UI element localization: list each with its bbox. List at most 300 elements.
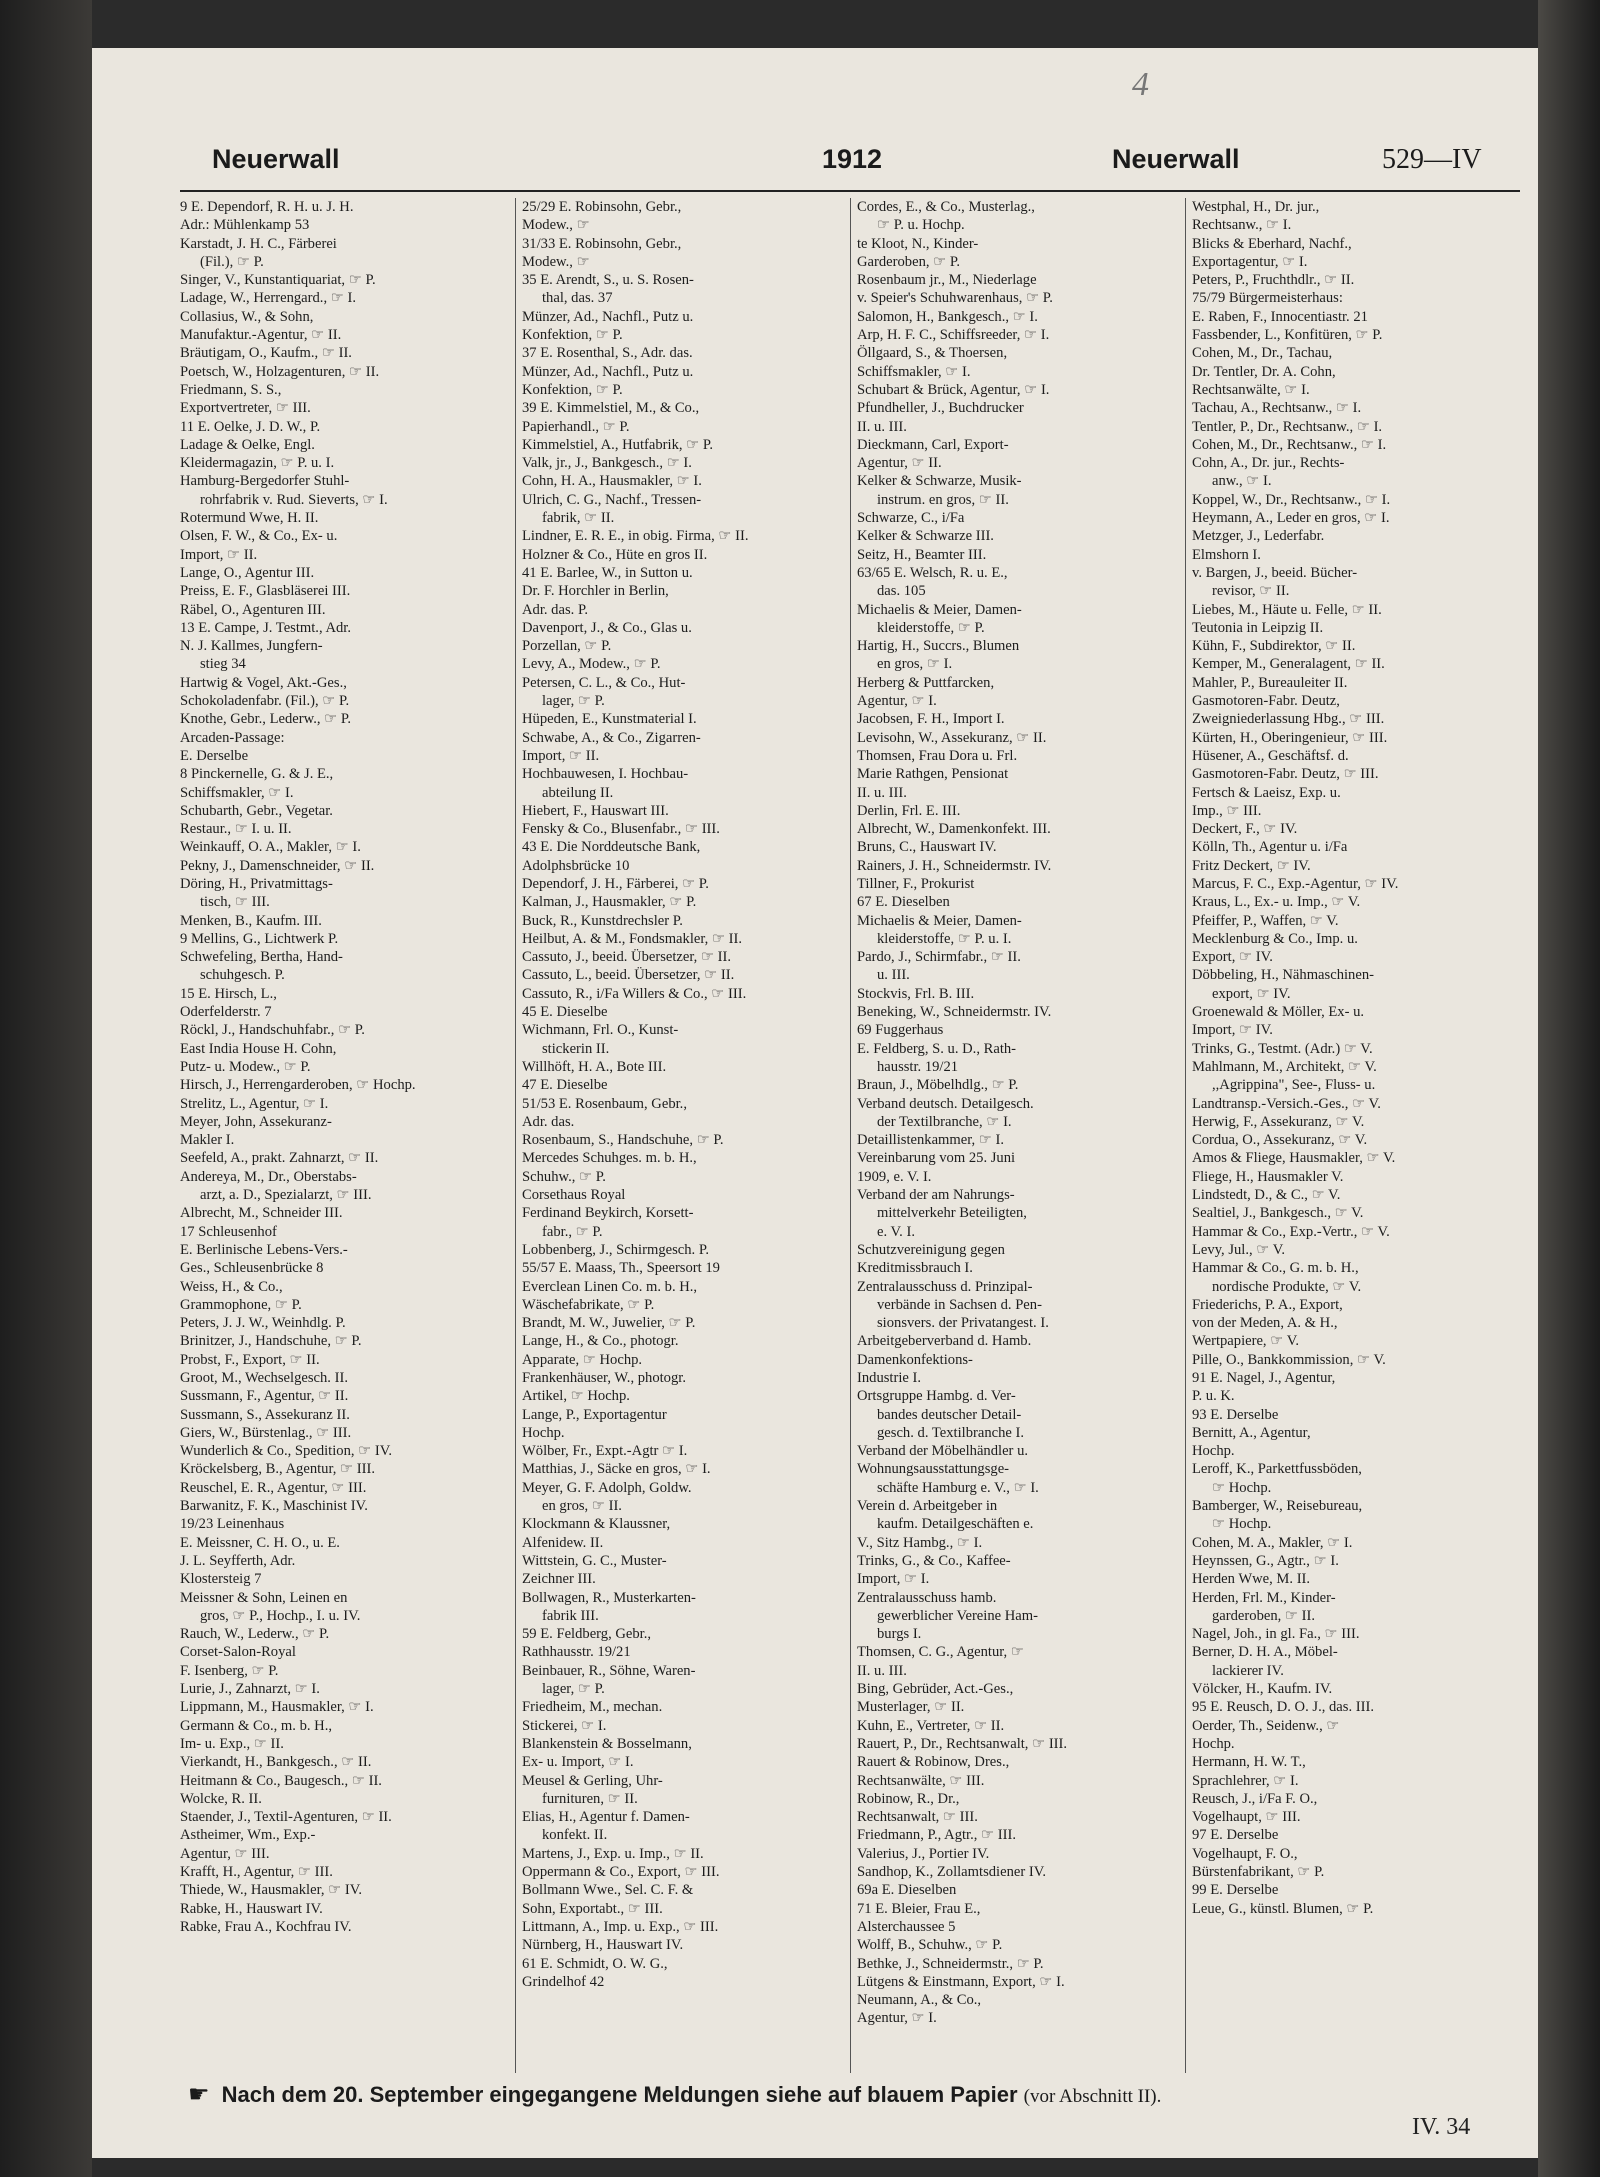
directory-line: fabrik, ☞ II. bbox=[542, 510, 615, 527]
directory-line: Öllgaard, S., & Thoersen, bbox=[857, 345, 1008, 362]
directory-line: Metzger, J., Lederfabr. bbox=[1192, 528, 1325, 545]
directory-line: Adolphsbrücke 10 bbox=[522, 857, 630, 874]
directory-line: Elmshorn I. bbox=[1192, 546, 1261, 563]
directory-line: Lindner, E. R. E., in obig. Firma, ☞ II. bbox=[522, 528, 749, 545]
header-year: 1912 bbox=[822, 144, 883, 174]
directory-line: Rainers, J. H., Schneidermstr. IV. bbox=[857, 857, 1052, 874]
directory-line: Heitmann & Co., Baugesch., ☞ II. bbox=[180, 1772, 382, 1789]
directory-line: Arp, H. F. C., Schiffsreeder, ☞ I. bbox=[857, 327, 1050, 344]
directory-line: mittelverkehr Beteiligten, bbox=[877, 1205, 1027, 1222]
pointing-hand-icon: ☛ bbox=[188, 2081, 210, 2108]
directory-line: ☞ Hochp. bbox=[1212, 1516, 1272, 1533]
directory-line: E. Derselbe bbox=[180, 747, 249, 764]
directory-line: Koppel, W., Dr., Rechtsanw., ☞ I. bbox=[1192, 491, 1391, 508]
directory-line: 17 Schleusenhof bbox=[180, 1223, 277, 1240]
directory-line: Meusel & Gerling, Uhr- bbox=[522, 1772, 663, 1789]
directory-line: Zentralausschuss d. Prinzipal- bbox=[857, 1278, 1033, 1295]
directory-line: Lütgens & Einstmann, Export, ☞ I. bbox=[857, 1973, 1065, 1990]
directory-line: Agentur, ☞ I. bbox=[857, 2010, 937, 2027]
directory-line: Tillner, F., Prokurist bbox=[857, 875, 975, 892]
directory-line: N. J. Kallmes, Jungfern- bbox=[180, 638, 323, 655]
directory-line: Teutonia in Leipzig II. bbox=[1192, 619, 1324, 636]
directory-line: Stickerei, ☞ I. bbox=[522, 1717, 607, 1734]
directory-line: Völcker, H., Kaufm. IV. bbox=[1192, 1681, 1333, 1698]
directory-line: Preiss, E. F., Glasbläserei III. bbox=[180, 583, 351, 600]
directory-line: Elias, H., Agentur f. Damen- bbox=[522, 1809, 690, 1826]
directory-line: gros, ☞ P., Hochp., I. u. IV. bbox=[200, 1607, 361, 1624]
directory-line: Groenewald & Möller, Ex- u. bbox=[1192, 1004, 1365, 1021]
directory-line: Räbel, O., Agenturen III. bbox=[180, 601, 326, 618]
directory-line: 25/29 E. Robinsohn, Gebr., bbox=[522, 199, 682, 215]
directory-line: Konfektion, ☞ P. bbox=[522, 381, 623, 398]
directory-line: Vogelhaupt, F. O., bbox=[1192, 1845, 1298, 1862]
directory-line: Rauert & Robinow, Dres., bbox=[857, 1754, 1010, 1771]
directory-line: Schwefeling, Bertha, Hand- bbox=[180, 949, 343, 966]
directory-line: Weiss, H., & Co., bbox=[180, 1278, 283, 1295]
directory-line: Ex- u. Import, ☞ I. bbox=[522, 1754, 634, 1771]
directory-line: 63/65 E. Welsch, R. u. E., bbox=[857, 564, 1008, 581]
directory-line: Schwabe, A., & Co., Zigarren- bbox=[522, 729, 701, 746]
directory-line: Dr. Tentler, Dr. A. Cohn, bbox=[1192, 363, 1336, 380]
directory-line: Weinkauff, O. A., Makler, ☞ I. bbox=[180, 839, 361, 856]
directory-line: II. u. III. bbox=[857, 784, 907, 801]
directory-line: Cassuto, L., beeid. Übersetzer, ☞ II. bbox=[522, 967, 735, 984]
directory-line: Pfeiffer, P., Waffen, ☞ V. bbox=[1192, 912, 1339, 929]
directory-line: Arcaden-Passage: bbox=[180, 729, 285, 746]
directory-line: Industrie I. bbox=[857, 1370, 922, 1386]
directory-line: Rabke, Frau A., Kochfrau IV. bbox=[180, 1918, 352, 1935]
directory-line: Fritz Deckert, ☞ IV. bbox=[1192, 857, 1311, 874]
directory-line: Lobbenberg, J., Schirmgesch. P. bbox=[522, 1241, 709, 1258]
directory-line: Wertpapiere, ☞ V. bbox=[1192, 1333, 1300, 1350]
directory-line: Kelker & Schwarze, Musik- bbox=[857, 473, 1022, 490]
directory-line: Dr. F. Horchler in Berlin, bbox=[522, 583, 669, 600]
directory-line: Kuhn, E., Vertreter, ☞ II. bbox=[857, 1717, 1005, 1734]
directory-line: 35 E. Arendt, S., u. S. Rosen- bbox=[522, 272, 694, 289]
directory-line: Levy, A., Modew., ☞ P. bbox=[522, 656, 661, 673]
directory-line: Pardo, J., Schirmfabr., ☞ II. bbox=[857, 949, 1021, 966]
directory-line: Dependorf, J. H., Färberei, ☞ P. bbox=[522, 875, 709, 892]
directory-line: Bürstenfabrikant, ☞ P. bbox=[1192, 1864, 1325, 1881]
directory-line: Cassuto, J., beeid. Übersetzer, ☞ II. bbox=[522, 949, 732, 966]
directory-page bbox=[92, 48, 1538, 2158]
directory-line: Meyer, John, Assekuranz- bbox=[180, 1113, 332, 1130]
directory-line: Röckl, J., Handschuhfabr., ☞ P. bbox=[180, 1022, 365, 1039]
directory-line: Grammophone, ☞ P. bbox=[180, 1296, 302, 1313]
directory-line: revisor, ☞ II. bbox=[1212, 583, 1290, 600]
directory-line: Sussmann, F., Agentur, ☞ II. bbox=[180, 1388, 349, 1405]
directory-line: Landtransp.-Versich.-Ges., ☞ V. bbox=[1192, 1095, 1381, 1112]
directory-line: Kemper, M., Generalagent, ☞ II. bbox=[1192, 656, 1385, 673]
directory-line: u. III. bbox=[877, 967, 910, 984]
directory-line: Export, ☞ IV. bbox=[1192, 949, 1273, 966]
directory-line: Oppermann & Co., Export, ☞ III. bbox=[522, 1864, 720, 1881]
directory-line: Krafft, H., Agentur, ☞ III. bbox=[180, 1864, 333, 1881]
footer-note: (vor Abschnitt II). bbox=[1023, 2086, 1162, 2107]
directory-line: Vierkandt, H., Bankgesch., ☞ II. bbox=[180, 1754, 372, 1771]
directory-line: Hiebert, F., Hauswart III. bbox=[522, 802, 669, 819]
directory-line: Beneking, W., Schneidermstr. IV. bbox=[857, 1004, 1052, 1021]
directory-line: Knothe, Gebr., Lederw., ☞ P. bbox=[180, 711, 352, 728]
directory-line: Lindstedt, D., & C., ☞ V. bbox=[1192, 1187, 1341, 1204]
directory-line: II. u. III. bbox=[857, 418, 907, 435]
directory-line: Cohen, M. A., Makler, ☞ I. bbox=[1192, 1534, 1353, 1551]
directory-line: Rathhausstr. 19/21 bbox=[522, 1644, 631, 1661]
directory-line: (Fil.), ☞ P. bbox=[200, 253, 264, 270]
directory-line: 67 E. Dieselben bbox=[857, 894, 950, 911]
directory-line: Bollwagen, R., Musterkarten- bbox=[522, 1589, 696, 1606]
directory-line: Poetsch, W., Holzagenturen, ☞ II. bbox=[180, 363, 380, 380]
directory-line: Friedheim, M., mechan. bbox=[522, 1699, 663, 1716]
directory-line: Karstadt, J. H. C., Färberei bbox=[180, 235, 337, 252]
directory-line: East India House H. Cohn, bbox=[180, 1040, 337, 1057]
directory-line: garderoben, ☞ II. bbox=[1212, 1607, 1316, 1624]
directory-line: Klockmann & Klaussner, bbox=[522, 1516, 671, 1533]
directory-line: Verband deutsch. Detailgesch. bbox=[857, 1095, 1034, 1112]
directory-line: e. V. I. bbox=[877, 1223, 915, 1240]
directory-line: Cohn, H. A., Hausmakler, ☞ I. bbox=[522, 473, 702, 490]
directory-line: 69a E. Dieselben bbox=[857, 1882, 957, 1899]
directory-line: Blankenstein & Bosselmann, bbox=[522, 1735, 692, 1752]
directory-line: 1909, e. V. I. bbox=[857, 1168, 932, 1185]
directory-line: Oerder, Th., Seidenw., ☞ bbox=[1192, 1717, 1340, 1734]
directory-line: Valk, jr., J., Bankgesch., ☞ I. bbox=[522, 455, 692, 472]
directory-line: 8 Pinckernelle, G. & J. E., bbox=[180, 766, 334, 783]
directory-line: Jacobsen, F. H., Import I. bbox=[857, 711, 1005, 728]
directory-line: Detaillistenkammer, ☞ I. bbox=[857, 1132, 1005, 1149]
directory-line: Hochp. bbox=[1192, 1735, 1235, 1752]
directory-line: gesch. d. Textilbranche I. bbox=[877, 1424, 1025, 1441]
directory-line: Neumann, A., & Co., bbox=[857, 1992, 982, 2009]
directory-line: en gros, ☞ II. bbox=[542, 1498, 622, 1515]
directory-line: Frankenhäuser, W., photogr. bbox=[522, 1370, 686, 1386]
directory-line: Hartig, H., Succrs., Blumen bbox=[857, 638, 1020, 655]
directory-line: Brinitzer, J., Handschuhe, ☞ P. bbox=[180, 1333, 362, 1350]
directory-line: Berner, D. H. A., Möbel- bbox=[1192, 1644, 1338, 1661]
directory-line: Herwig, F., Assekuranz, ☞ V. bbox=[1192, 1113, 1365, 1130]
directory-line: Verein d. Arbeitgeber in bbox=[857, 1498, 998, 1515]
directory-line: Matthias, J., Säcke en gros, ☞ I. bbox=[522, 1461, 711, 1478]
directory-line: Agentur, ☞ III. bbox=[180, 1845, 270, 1862]
directory-line: fabr., ☞ P. bbox=[542, 1223, 603, 1240]
directory-line: Collasius, W., & Sohn, bbox=[180, 308, 314, 325]
directory-line: Willhöft, H. A., Bote III. bbox=[522, 1058, 667, 1075]
directory-line: Exportagentur, ☞ I. bbox=[1192, 253, 1308, 270]
directory-line: 37 E. Rosenthal, S., Adr. das. bbox=[522, 345, 693, 362]
directory-line: Alsterchaussee 5 bbox=[857, 1918, 956, 1935]
directory-line: 75/79 Bürgermeisterhaus: bbox=[1192, 290, 1343, 307]
directory-line: anw., ☞ I. bbox=[1212, 473, 1272, 490]
directory-line: Schubarth, Gebr., Vegetar. bbox=[180, 802, 333, 819]
directory-line: arzt, a. D., Spezialarzt, ☞ III. bbox=[200, 1187, 372, 1204]
directory-line: Schutzvereinigung gegen bbox=[857, 1241, 1005, 1258]
directory-line: Gasmotoren-Fabr. Deutz, bbox=[1192, 693, 1340, 710]
directory-line: burgs I. bbox=[877, 1626, 922, 1643]
directory-line: ☞ P. u. Hochp. bbox=[877, 217, 965, 234]
directory-line: Kraus, L., Ex.- u. Imp., ☞ V. bbox=[1192, 894, 1361, 911]
directory-line: Holzner & Co., Hüte en gros II. bbox=[522, 546, 708, 563]
directory-line: Hermann, H. W. T., bbox=[1192, 1754, 1306, 1771]
directory-line: Sealtiel, J., Bankgesch., ☞ V. bbox=[1192, 1205, 1364, 1222]
directory-line: Peters, P., Fruchthdlr., ☞ II. bbox=[1192, 272, 1355, 289]
directory-line: 13 E. Campe, J. Testmt., Adr. bbox=[180, 619, 351, 636]
directory-line: Rabke, H., Hauswart IV. bbox=[180, 1900, 323, 1917]
directory-line: Ges., Schleusenbrücke 8 bbox=[180, 1260, 324, 1277]
directory-line: kleiderstoffe, ☞ P. bbox=[877, 619, 985, 636]
directory-line: Schubart & Brück, Agentur, ☞ I. bbox=[857, 381, 1050, 398]
directory-line: instrum. en gros, ☞ II. bbox=[877, 491, 1009, 508]
directory-line: Ferdinand Beykirch, Korsett- bbox=[522, 1205, 694, 1222]
directory-line: 43 E. Die Norddeutsche Bank, bbox=[522, 839, 701, 856]
directory-line: Kühn, F., Subdirektor, ☞ II. bbox=[1192, 638, 1356, 655]
directory-line: Adr.: Mühlenkamp 53 bbox=[180, 217, 310, 234]
directory-line: Giers, W., Bürstenlag., ☞ III. bbox=[180, 1424, 352, 1441]
directory-line: en gros, ☞ I. bbox=[877, 656, 953, 673]
directory-line: Heynssen, G., Agtr., ☞ I. bbox=[1192, 1552, 1339, 1569]
directory-line: Hirsch, J., Herrengarderoben, ☞ Hochp. bbox=[180, 1077, 416, 1094]
directory-line: Bing, Gebrüder, Act.-Ges., bbox=[857, 1681, 1014, 1698]
directory-line: Trinks, G., Testmt. (Adr.) ☞ V. bbox=[1192, 1040, 1373, 1057]
directory-line: Menken, B., Kaufm. III. bbox=[180, 912, 322, 929]
directory-line: Verband der Möbelhändler u. bbox=[857, 1443, 1029, 1460]
directory-line: 47 E. Dieselbe bbox=[522, 1077, 608, 1094]
directory-line: Kröckelsberg, B., Agentur, ☞ III. bbox=[180, 1461, 376, 1478]
directory-line: Groot, M., Wechselgesch. II. bbox=[180, 1370, 348, 1386]
directory-line: Putz- u. Modew., ☞ P. bbox=[180, 1058, 311, 1075]
directory-line: Rosenbaum jr., M., Niederlage bbox=[857, 272, 1037, 289]
directory-line: 9 E. Dependorf, R. H. u. J. H. bbox=[180, 199, 354, 215]
footer-main-text: Nach dem 20. September eingegangene Meldungen siehe auf blauem Papier bbox=[221, 2082, 1018, 2107]
directory-columns bbox=[180, 198, 1520, 2073]
directory-line: der Textilbranche, ☞ I. bbox=[877, 1113, 1012, 1130]
directory-line: Alfenidew. II. bbox=[522, 1534, 604, 1551]
directory-line: Reusch, J., i/Fa F. O., bbox=[1192, 1790, 1318, 1807]
directory-line: Olsen, F. W., & Co., Ex- u. bbox=[180, 528, 338, 545]
directory-line: Schiffsmakler, ☞ I. bbox=[857, 363, 971, 380]
directory-line: Wölber, Fr., Expt.-Agtr ☞ I. bbox=[522, 1443, 688, 1460]
directory-line: 31/33 E. Robinsohn, Gebr., bbox=[522, 235, 682, 252]
directory-line: 99 E. Derselbe bbox=[1192, 1882, 1279, 1899]
directory-line: Cohn, A., Dr. jur., Rechts- bbox=[1192, 455, 1345, 472]
directory-line: Schiffsmakler, ☞ I. bbox=[180, 784, 294, 801]
directory-line: Ulrich, C. G., Nachf., Tressen- bbox=[522, 491, 702, 508]
directory-line: Kürten, H., Oberingenieur, ☞ III. bbox=[1192, 729, 1388, 746]
directory-line: Manufaktur.-Agentur, ☞ II. bbox=[180, 327, 342, 344]
directory-line: Deckert, F., ☞ IV. bbox=[1192, 821, 1298, 838]
book-binding bbox=[0, 0, 92, 2177]
page-edge bbox=[1538, 0, 1600, 2177]
directory-line: Hartwig & Vogel, Akt.-Ges., bbox=[180, 674, 347, 691]
directory-line: 15 E. Hirsch, L., bbox=[180, 985, 277, 1002]
directory-line: thal, das. 37 bbox=[542, 290, 613, 307]
directory-line: 59 E. Feldberg, Gebr., bbox=[522, 1626, 652, 1643]
directory-line: Ortsgruppe Hambg. d. Ver- bbox=[857, 1388, 1016, 1405]
directory-line: Sohn, Exportabt., ☞ III. bbox=[522, 1900, 663, 1917]
directory-line: Staender, J., Textil-Agenturen, ☞ II. bbox=[180, 1809, 392, 1826]
directory-line: Rosenbaum, S., Handschuhe, ☞ P. bbox=[522, 1132, 724, 1149]
directory-line: Peters, J. J. W., Weinhdlg. P. bbox=[180, 1315, 346, 1332]
directory-line: Lange, O., Agentur III. bbox=[180, 564, 315, 581]
directory-line: Schuhw., ☞ P. bbox=[522, 1168, 606, 1185]
directory-line: Albrecht, M., Schneider III. bbox=[180, 1205, 343, 1222]
directory-line: E. Meissner, C. H. O., u. E. bbox=[180, 1534, 340, 1551]
directory-line: Münzer, Ad., Nachfl., Putz u. bbox=[522, 308, 694, 325]
directory-line: Rechtsanwälte, ☞ I. bbox=[1192, 381, 1310, 398]
directory-line: Meissner & Sohn, Leinen en bbox=[180, 1589, 348, 1606]
directory-line: Fertsch & Laeisz, Exp. u. bbox=[1192, 784, 1341, 801]
directory-line: 9 Mellins, G., Lichtwerk P. bbox=[180, 930, 339, 947]
header-page-number: 529—IV bbox=[1382, 144, 1482, 175]
directory-line: Trinks, G., & Co., Kaffee- bbox=[857, 1552, 1011, 1569]
directory-line: Modew., ☞ bbox=[522, 217, 590, 234]
directory-line: Meyer, G. F. Adolph, Goldw. bbox=[522, 1479, 692, 1496]
directory-line: verbände in Sachsen d. Pen- bbox=[877, 1296, 1042, 1313]
directory-line: bandes deutscher Detail- bbox=[877, 1406, 1022, 1423]
directory-line: 95 E. Reusch, D. O. J., das. III. bbox=[1192, 1699, 1374, 1716]
directory-line: Brandt, M. W., Juwelier, ☞ P. bbox=[522, 1315, 696, 1332]
directory-line: Amos & Fliege, Hausmakler, ☞ V. bbox=[1192, 1150, 1396, 1167]
directory-line: Hochbauwesen, I. Hochbau- bbox=[522, 766, 689, 783]
directory-line: 39 E. Kimmelstiel, M., & Co., bbox=[522, 400, 700, 417]
directory-line: stickerin II. bbox=[542, 1040, 610, 1057]
directory-line: Rotermund Wwe, H. II. bbox=[180, 510, 319, 527]
directory-line: Hüsener, A., Geschäftsf. d. bbox=[1192, 747, 1349, 764]
directory-line: Nürnberg, H., Hauswart IV. bbox=[522, 1937, 684, 1954]
directory-line: Ladage, W., Herrengard., ☞ I. bbox=[180, 290, 356, 307]
directory-line: Lange, H., & Co., photogr. bbox=[522, 1333, 679, 1350]
directory-line: Garderoben, ☞ P. bbox=[857, 253, 961, 270]
directory-line: Musterlager, ☞ II. bbox=[857, 1699, 965, 1716]
directory-line: Marcus, F. C., Exp.-Agentur, ☞ IV. bbox=[1192, 875, 1399, 892]
directory-line: Lippmann, M., Hausmakler, ☞ I. bbox=[180, 1699, 374, 1716]
directory-line: Bräutigam, O., Kaufm., ☞ II. bbox=[180, 345, 352, 362]
directory-line: stieg 34 bbox=[200, 656, 246, 673]
directory-line: Import, ☞ II. bbox=[522, 747, 600, 764]
directory-line: Martens, J., Exp. u. Imp., ☞ II. bbox=[522, 1845, 704, 1862]
directory-line: Germann & Co., m. b. H., bbox=[180, 1717, 333, 1734]
directory-line: Hochp. bbox=[522, 1424, 565, 1441]
directory-line: Thomsen, C. G., Agentur, ☞ bbox=[857, 1644, 1024, 1661]
directory-line: J. L. Seyfferth, Adr. bbox=[180, 1552, 296, 1569]
directory-line: Modew., ☞ bbox=[522, 253, 590, 270]
directory-line: Kalman, J., Hausmakler, ☞ P. bbox=[522, 894, 697, 911]
directory-line: hausstr. 19/21 bbox=[877, 1058, 959, 1075]
directory-line: Gasmotoren-Fabr. Deutz, ☞ III. bbox=[1192, 766, 1379, 783]
directory-line: 93 E. Derselbe bbox=[1192, 1406, 1279, 1423]
footer-notice bbox=[188, 2080, 1518, 2116]
directory-line: Salomon, H., Bankgesch., ☞ I. bbox=[857, 308, 1038, 325]
directory-line: Vogelhaupt, ☞ III. bbox=[1192, 1809, 1301, 1826]
directory-line: Import, ☞ I. bbox=[857, 1571, 930, 1588]
directory-line: Nagel, Joh., in gl. Fa., ☞ III. bbox=[1192, 1626, 1360, 1643]
directory-line: te Kloot, N., Kinder- bbox=[857, 235, 979, 252]
directory-line: 11 E. Oelke, J. D. W., P. bbox=[180, 418, 321, 435]
directory-line: Kimmelstiel, A., Hutfabrik, ☞ P. bbox=[522, 436, 714, 453]
directory-line: Lange, P., Exportagentur bbox=[522, 1406, 667, 1423]
directory-line: Zentralausschuss hamb. bbox=[857, 1589, 997, 1606]
directory-line: Heymann, A., Leder en gros, ☞ I. bbox=[1192, 510, 1390, 527]
directory-line: Pille, O., Bankkommission, ☞ V. bbox=[1192, 1351, 1386, 1368]
directory-line: Rechtsanw., ☞ I. bbox=[1192, 217, 1292, 234]
directory-line: Oderfelderstr. 7 bbox=[180, 1004, 272, 1021]
directory-line: kaufm. Detailgeschäften e. bbox=[877, 1516, 1034, 1533]
directory-line: Wichmann, Frl. O., Kunst- bbox=[522, 1022, 679, 1039]
directory-line: Mecklenburg & Co., Imp. u. bbox=[1192, 930, 1358, 947]
directory-line: Braun, J., Möbelhdlg., ☞ P. bbox=[857, 1077, 1019, 1094]
directory-line: Bamberger, W., Reisebureau, bbox=[1192, 1498, 1363, 1515]
directory-line: Adr. das. bbox=[522, 1113, 575, 1130]
directory-line: F. Isenberg, ☞ P. bbox=[180, 1662, 279, 1679]
directory-line: Michaelis & Meier, Damen- bbox=[857, 601, 1022, 618]
directory-line: Mercedes Schuhges. m. b. H., bbox=[522, 1150, 697, 1167]
directory-line: Artikel, ☞ Hochp. bbox=[522, 1388, 630, 1405]
directory-line: Rauch, W., Lederw., ☞ P. bbox=[180, 1626, 330, 1643]
directory-line: 91 E. Nagel, J., Agentur, bbox=[1192, 1370, 1336, 1386]
directory-line: Rauert, P., Dr., Rechtsanwalt, ☞ III. bbox=[857, 1735, 1068, 1752]
directory-line: Restaur., ☞ I. u. II. bbox=[180, 821, 292, 838]
directory-line: E. Raben, F., Innocentiastr. 21 bbox=[1192, 308, 1368, 325]
directory-line: Kelker & Schwarze III. bbox=[857, 528, 994, 545]
directory-line: Fensky & Co., Blusenfabr., ☞ III. bbox=[522, 821, 720, 838]
directory-line: Import, ☞ II. bbox=[180, 546, 258, 563]
directory-line: Westphal, H., Dr. jur., bbox=[1192, 199, 1320, 215]
pencil-mark: 4 bbox=[1132, 66, 1149, 103]
directory-line: Wolff, B., Schuhw., ☞ P. bbox=[857, 1937, 1003, 1954]
directory-line: Littmann, A., Imp. u. Exp., ☞ III. bbox=[522, 1918, 719, 1935]
directory-line: Damenkonfektions- bbox=[857, 1351, 973, 1368]
directory-line: Zweigniederlassung Hbg., ☞ III. bbox=[1192, 711, 1385, 728]
directory-line: ☞ Hochp. bbox=[1212, 1479, 1272, 1496]
directory-line: Seefeld, A., prakt. Zahnarzt, ☞ II. bbox=[180, 1150, 379, 1167]
directory-line: Imp., ☞ III. bbox=[1192, 802, 1262, 819]
directory-line: Pfundheller, J., Buchdrucker bbox=[857, 400, 1024, 417]
directory-line: Wolcke, R. II. bbox=[180, 1790, 262, 1807]
directory-line: Apparate, ☞ Hochp. bbox=[522, 1351, 643, 1368]
directory-line: furnituren, ☞ II. bbox=[542, 1790, 638, 1807]
directory-line: Blicks & Eberhard, Nachf., bbox=[1192, 235, 1352, 252]
page-code: IV. 34 bbox=[1412, 2114, 1471, 2140]
directory-line: 51/53 E. Rosenbaum, Gebr., bbox=[522, 1095, 687, 1112]
directory-line: abteilung II. bbox=[542, 784, 614, 801]
directory-line: P. u. K. bbox=[1192, 1388, 1235, 1405]
directory-line: Wohnungsausstattungsge- bbox=[857, 1461, 1010, 1478]
directory-line: Leroff, K., Parkettfussböden, bbox=[1192, 1461, 1362, 1478]
directory-line: Tentler, P., Dr., Rechtsanw., ☞ I. bbox=[1192, 418, 1383, 435]
directory-line: Friedmann, S. S., bbox=[180, 381, 282, 398]
directory-line: II. u. III. bbox=[857, 1662, 907, 1679]
directory-line: Exportvertreter, ☞ III. bbox=[180, 400, 311, 417]
directory-line: Buck, R., Kunstdrechsler P. bbox=[522, 912, 683, 929]
directory-line: Bruns, C., Hauswart IV. bbox=[857, 839, 997, 856]
directory-line: Pekny, J., Damenschneider, ☞ II. bbox=[180, 857, 375, 874]
directory-line: Hammar & Co., Exp.-Vertr., ☞ V. bbox=[1192, 1223, 1390, 1240]
directory-line: export, ☞ IV. bbox=[1212, 985, 1291, 1002]
directory-line: 71 E. Bleier, Frau E., bbox=[857, 1900, 981, 1917]
directory-line: Strelitz, L., Agentur, ☞ I. bbox=[180, 1095, 329, 1112]
directory-line: ,,Agrippina", See-, Fluss- u. bbox=[1212, 1077, 1376, 1094]
directory-line: Herden Wwe, M. II. bbox=[1192, 1571, 1311, 1588]
directory-line: Singer, V., Kunstantiquariat, ☞ P. bbox=[180, 272, 376, 289]
directory-line: Sprachlehrer, ☞ I. bbox=[1192, 1772, 1299, 1789]
directory-line: v. Speier's Schuhwarenhaus, ☞ P. bbox=[857, 290, 1053, 307]
header-street-right: Neuerwall bbox=[1112, 144, 1240, 174]
directory-line: Hochp. bbox=[1192, 1443, 1235, 1460]
directory-line: lackierer IV. bbox=[1212, 1662, 1284, 1679]
directory-line: das. 105 bbox=[877, 583, 926, 600]
directory-line: Döring, H., Privatmittags- bbox=[180, 875, 333, 892]
directory-line: Astheimer, Wm., Exp.- bbox=[180, 1827, 316, 1844]
directory-line: Herden, Frl. M., Kinder- bbox=[1192, 1589, 1336, 1606]
